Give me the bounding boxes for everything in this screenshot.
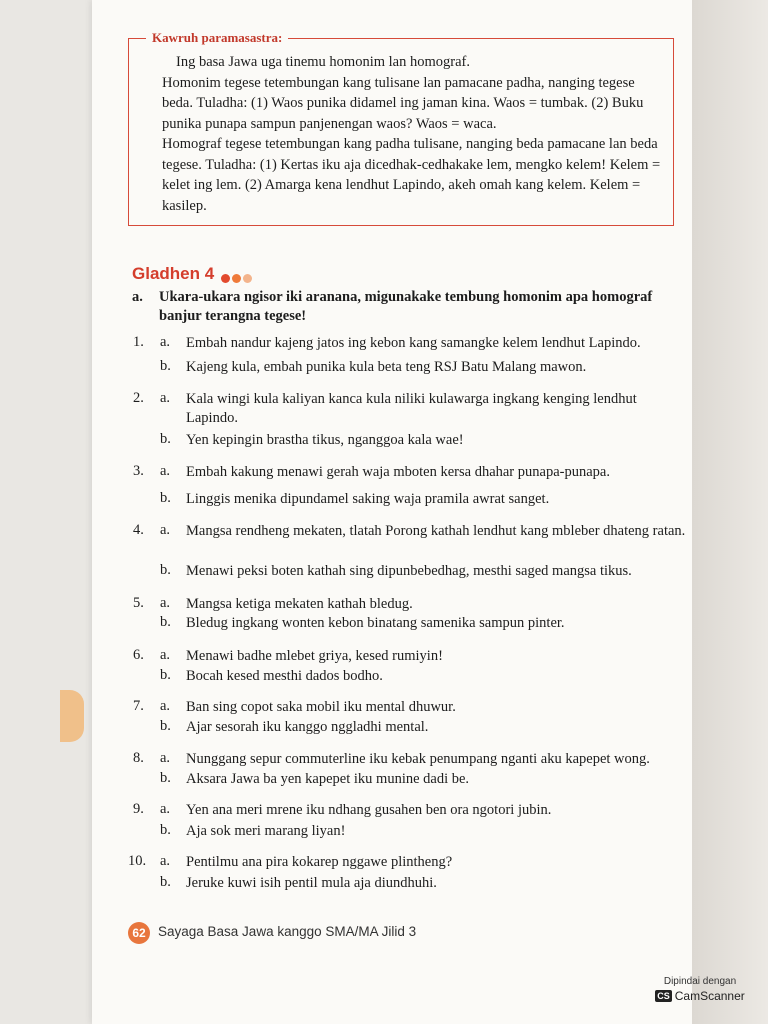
question-b-text: Bocah kesed mesthi dados bodho. [186, 668, 383, 684]
question-number: 3. [133, 463, 144, 479]
kawruh-intro: Ing basa Jawa uga tinemu homonim lan homograf. [176, 54, 470, 70]
option-b-label: b. [160, 667, 171, 683]
question-a-text: Mangsa ketiga mekaten kathah bledug. [186, 596, 413, 612]
option-b-label: b. [160, 718, 171, 734]
question-b-text: Bledug ingkang wonten kebon binatang samenika sampun pinter. [186, 615, 565, 631]
question-a-text: Embah kakung menawi gerah waja mboten kersa dhahar punapa-punapa. [186, 464, 610, 480]
page-edge-shadow [692, 0, 768, 1024]
option-a-label: a. [160, 390, 171, 406]
question-a-text: Ban sing copot saka mobil iku mental dhuwur. [186, 699, 456, 715]
option-a-label: a. [160, 463, 171, 479]
question-number: 9. [133, 801, 144, 817]
question-a-text: Nunggang sepur commuterline iku kebak penumpang nganti aku kapepet wong. [186, 751, 650, 767]
option-b-label: b. [160, 431, 171, 447]
question-number: 10. [128, 853, 147, 869]
question-number: 1. [133, 334, 144, 350]
question-b-text: Aja sok meri marang liyan! [186, 823, 346, 839]
page-tab-marker [60, 690, 84, 742]
option-a-label: a. [160, 801, 171, 817]
kawruh-title: Kawruh paramasastra: [146, 30, 288, 46]
option-b-label: b. [160, 770, 171, 786]
question-a-text: Kala wingi kula kaliyan kanca kula niliki kulawarga ingkang kenging lendhut Lapindo. [186, 391, 637, 426]
dot-icon [221, 274, 230, 283]
question-number: 8. [133, 750, 144, 766]
option-a-label: a. [160, 647, 171, 663]
watermark-line2: CamScanner [674, 989, 745, 1003]
option-b-label: b. [160, 614, 171, 630]
camscanner-logo-icon: CS [657, 991, 670, 1001]
question-a-text: Embah nandur kajeng jatos ing kebon kang samangke kelem lendhut Lapindo. [186, 335, 641, 351]
watermark-line1: Dipindai dengan [663, 976, 737, 987]
gladhen-instruction [132, 288, 692, 326]
question-b-text: Kajeng kula, embah punika kula beta teng RSJ Batu Malang mawon. [186, 359, 587, 375]
question-a-text: Mangsa rendheng mekaten, tlatah Porong kathah lendhut kang mbleber dhateng ratan. [186, 523, 686, 539]
question-b-text: Ajar sesorah iku kanggo nggladhi mental. [186, 719, 429, 735]
kawruh-homonim: Homonim tegese tetembungan kang tulisane lan pamacane padha, nanging tegese beda. Tuladha: (1) Waos punika didamel ing jaman kina. Waos = tumbak. (2) Buku punika punapa sampun panjenengan waos? Waos = waca. [162, 74, 644, 132]
option-a-label: a. [160, 853, 171, 869]
dot-icon [232, 274, 241, 283]
option-b-label: b. [160, 490, 171, 506]
dot-icon [243, 274, 252, 283]
page-number-badge: 62 [128, 922, 150, 944]
option-a-label: a. [160, 698, 171, 714]
option-a-label: a. [160, 334, 171, 350]
question-b-text: Jeruke kuwi isih pentil mula aja diundhuhi. [186, 875, 437, 891]
question-b-text: Menawi peksi boten kathah sing dipunbebedhag, mesthi saged mangsa tikus. [186, 563, 632, 579]
question-number: 6. [133, 647, 144, 663]
option-a-label: a. [160, 522, 171, 538]
option-b-label: b. [160, 358, 171, 374]
option-b-label: b. [160, 822, 171, 838]
question-number: 2. [133, 390, 144, 406]
option-b-label: b. [160, 562, 171, 578]
question-a-text: Yen ana meri mrene iku ndhang gusahen ben ora ngotori jubin. [186, 802, 552, 818]
footer-book-title: Sayaga Basa Jawa kanggo SMA/MA Jilid 3 [158, 924, 417, 939]
question-number: 7. [133, 698, 144, 714]
question-number: 5. [133, 595, 144, 611]
gladhen-title: Gladhen 4 [132, 264, 215, 283]
kawruh-homograf: Homograf tegese tetembungan kang padha tulisane, nanging beda pamacane lan beda tegese. Tuladha: (1) Kertas iku aja dicedhak-cedhakake lem, mengko kelem! Kelem = kelet ing lem. (2) Amarga kena lendhut Lapindo, akeh omah kang kelem. Kelem = kasilep. [162, 136, 661, 214]
gladhen-dots [221, 270, 254, 288]
instruction-label: a. [132, 289, 143, 305]
instruction-text: Ukara-ukara ngisor iki aranana, migunakake tembung homonim apa homograf banjur terangna tegese! [159, 289, 653, 324]
question-a-text: Pentilmu ana pira kokarep nggawe plintheng? [186, 854, 453, 870]
option-b-label: b. [160, 874, 171, 890]
question-b-text: Linggis menika dipundamel saking waja pramila awrat sanget. [186, 491, 550, 507]
option-a-label: a. [160, 750, 171, 766]
question-a-text: Menawi badhe mlebet griya, kesed rumiyin! [186, 648, 443, 664]
question-b-text: Yen kepingin brastha tikus, nganggoa kala wae! [186, 432, 464, 448]
camscanner-watermark [644, 976, 756, 1014]
watermark-line2-row [644, 989, 756, 1003]
question-b-text: Aksara Jawa ba yen kapepet iku munine dadi be. [186, 771, 470, 787]
kawruh-text [162, 52, 662, 216]
question-number: 4. [133, 522, 144, 538]
option-a-label: a. [160, 595, 171, 611]
